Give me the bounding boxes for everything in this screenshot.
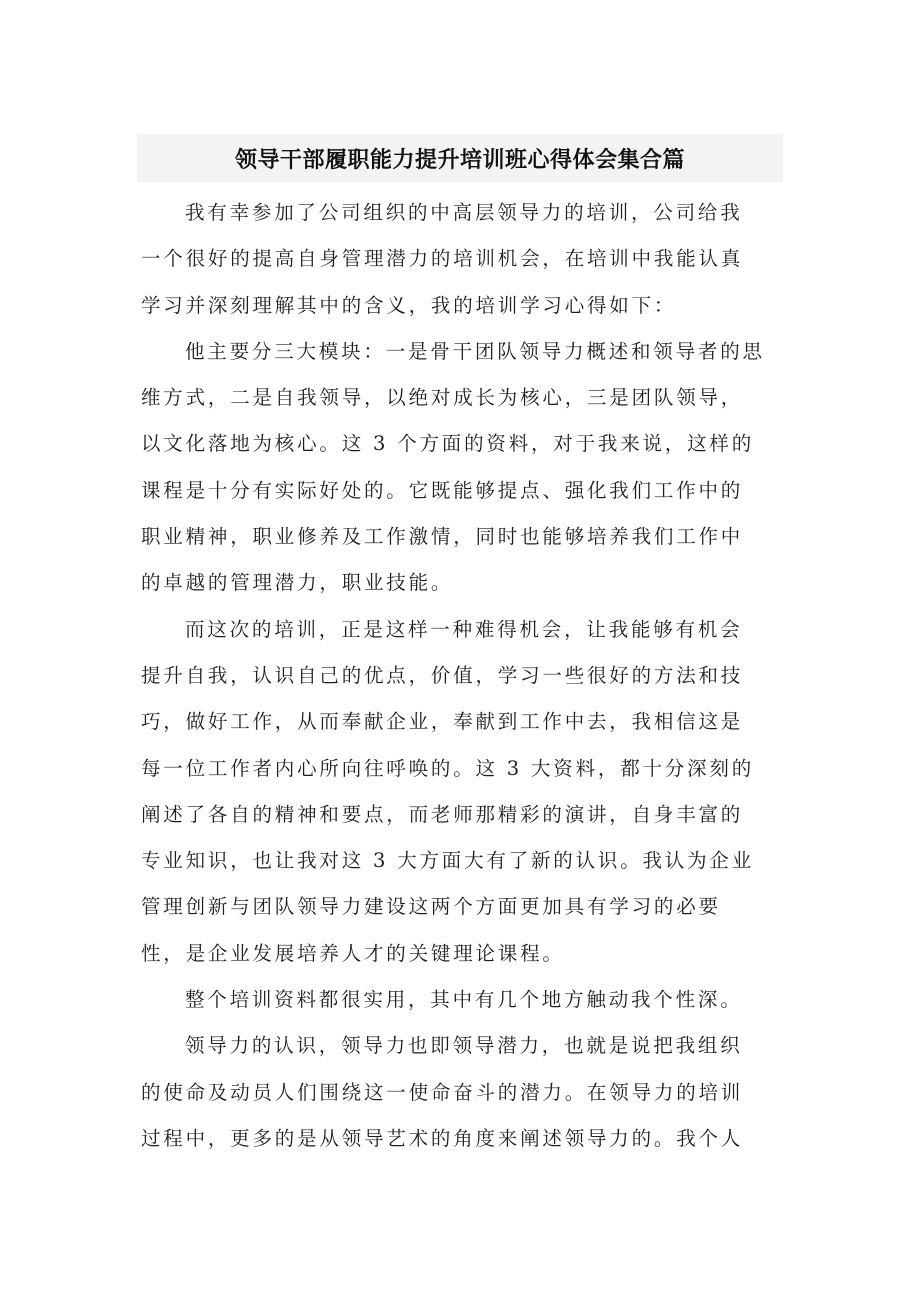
document-title: 领导干部履职能力提升培训班心得体会集合篇 [234, 147, 685, 173]
paragraph-1-line-3: 学习并深刻理解其中的含义，我的培训学习心得如下： [141, 293, 677, 317]
paragraph-3-line-2: 提升自我，认识自己的优点，价值，学习一些很好的方法和技 [141, 663, 744, 687]
paragraph-3-line-7: 管理创新与团队领导力建设这两个方面更加具有学习的必要 [141, 895, 721, 919]
paragraph-1-line-1: 我有幸参加了公司组织的中高层领导力的培训，公司给我 [185, 201, 743, 224]
paragraph-2-line-6: 的卓越的管理潜力，职业技能。 [141, 571, 454, 595]
paragraph-2-line-5: 职业精神，职业修养及工作激情，同时也能够培养我们工作中 [141, 525, 744, 549]
paragraph-2-line-4: 课程是十分有实际好处的。它既能够提点、强化我们工作中的 [141, 478, 744, 502]
paragraph-2-line-1: 他主要分三大模块：一是骨干团队领导力概述和领导者的思 [185, 339, 765, 363]
paragraph-2-line-3: 以文化落地为核心。这 3 个方面的资料，对于我来说，这样的 [141, 432, 755, 456]
paragraph-3-line-1: 而这次的培训，正是这样一种难得机会，让我能够有机会 [185, 617, 743, 641]
paragraph-4-line-1: 整个培训资料都很实用，其中有几个地方触动我个性深。 [185, 988, 743, 1012]
document-body [141, 190, 781, 1162]
paragraph-3-line-6: 专业知识，也让我对这 3 大方面大有了新的认识。我认为企业 [141, 849, 755, 873]
paragraph-3-line-3: 巧，做好工作，从而奉献企业，奉献到工作中去，我相信这是 [141, 710, 744, 734]
paragraph-3-line-4: 每一位工作者内心所向往呼唤的。这 3 大资料，都十分深刻的 [141, 756, 755, 780]
paragraph-2-line-2: 维方式，二是自我领导，以绝对成长为核心，三是团队领导， [141, 386, 744, 410]
paragraph-5-line-2: 的使命及动员人们围绕这一使命奋斗的潜力。在领导力的培训 [141, 1080, 744, 1104]
title-banner [137, 134, 783, 182]
paragraph-3-line-8: 性，是企业发展培养人才的关键理论课程。 [141, 941, 565, 965]
paragraph-1-line-2: 一个很好的提高自身管理潜力的培训机会，在培训中我能认真 [141, 247, 744, 271]
paragraph-5-line-1: 领导力的认识，领导力也即领导潜力，也就是说把我组织 [185, 1034, 743, 1058]
paragraph-5-line-3: 过程中，更多的是从领导艺术的角度来阐述领导力的。我个人 [141, 1126, 744, 1150]
paragraph-3-line-5: 阐述了各自的精神和要点，而老师那精彩的演讲，自身丰富的 [141, 802, 744, 826]
